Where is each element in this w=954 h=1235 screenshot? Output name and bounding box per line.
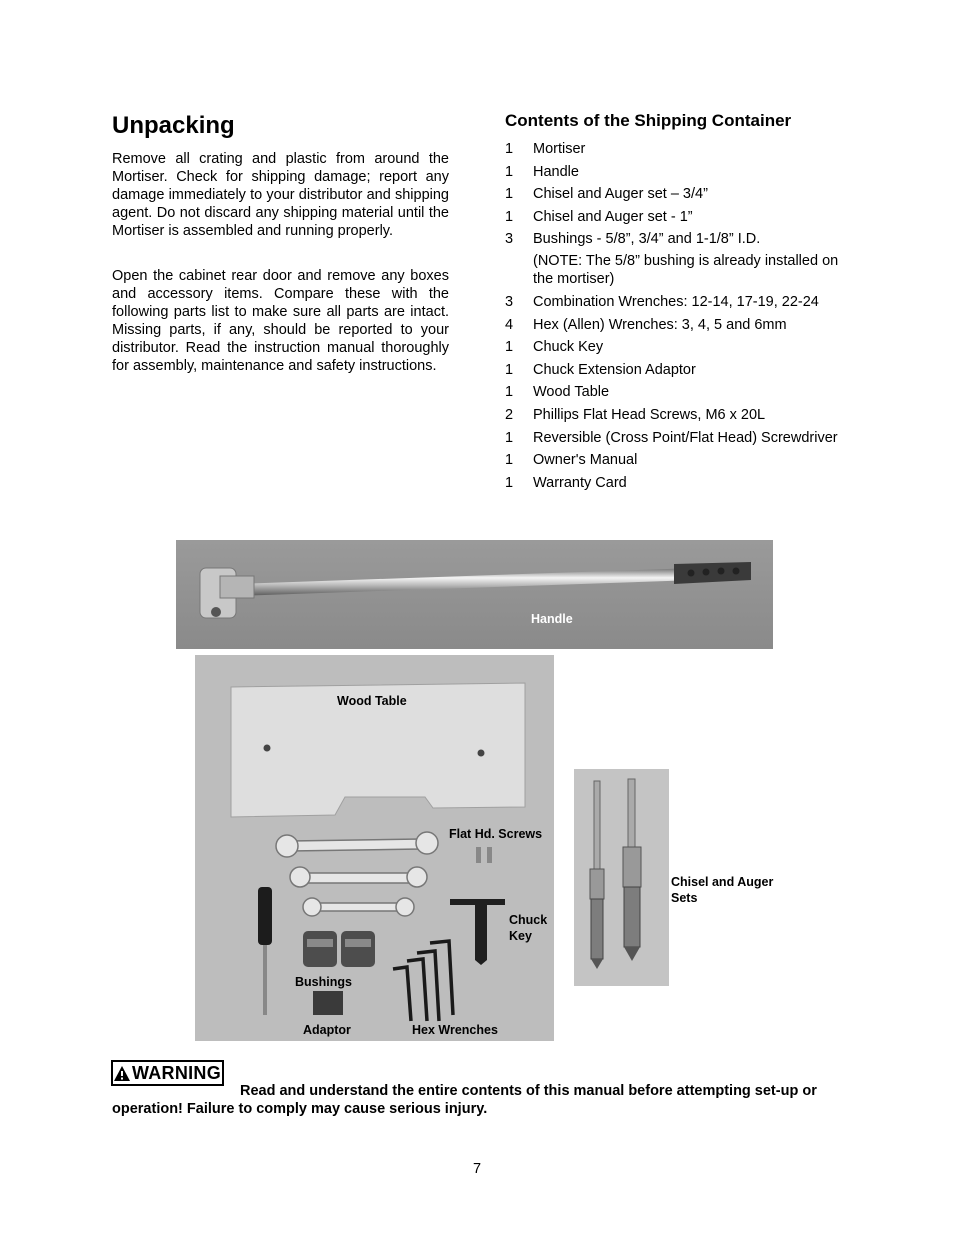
warning-label-text: WARNING xyxy=(131,1062,222,1083)
item-description-block xyxy=(533,140,850,158)
key-caption: Key xyxy=(509,929,532,943)
hex-wrenches-caption: Hex Wrenches xyxy=(412,1023,498,1037)
contents-list-item xyxy=(505,338,850,356)
item-quantity: 1 xyxy=(505,384,514,401)
contents-list-item xyxy=(505,451,850,469)
contents-list-item xyxy=(505,140,850,158)
item-quantity: 3 xyxy=(505,293,514,310)
item-description-block xyxy=(533,406,850,424)
item-description: Chuck Key xyxy=(533,339,604,356)
contents-list-item xyxy=(505,208,850,226)
contents-list-item xyxy=(505,316,850,334)
handle-photo xyxy=(176,540,773,649)
chisel-caption-line2: Sets xyxy=(671,891,698,905)
contents-list-item xyxy=(505,406,850,424)
chisel-auger-photo xyxy=(574,769,669,986)
item-description-block xyxy=(533,208,850,226)
section-heading-unpacking: Unpacking xyxy=(112,112,235,139)
item-description-block xyxy=(533,338,850,356)
item-note: (NOTE: The 5/8” bushing is already installed on the mortiser) xyxy=(533,253,839,288)
item-description: Chuck Extension Adaptor xyxy=(533,361,696,378)
item-description: Warranty Card xyxy=(533,474,627,491)
unpacking-paragraph-1: Remove all crating and plastic from around the Mortiser. Check for shipping damage; report any damage immediately to your distributor and shipping agent. Do not discard any shipping material until the Mortiser is assembled and running properly. xyxy=(112,151,449,239)
item-quantity: 1 xyxy=(505,163,514,180)
item-description-block xyxy=(533,293,850,311)
warning-triangle-icon xyxy=(114,1066,130,1081)
item-description: Handle xyxy=(533,163,579,180)
item-quantity: 1 xyxy=(505,361,514,378)
contents-list-item xyxy=(505,185,850,203)
item-quantity: 4 xyxy=(505,316,514,333)
chuck-caption: Chuck xyxy=(509,913,548,927)
contents-list-item xyxy=(505,383,850,401)
item-description: Mortiser xyxy=(533,141,586,157)
item-description-block xyxy=(533,163,850,181)
wood-table-caption: Wood Table xyxy=(337,694,407,708)
contents-list-item xyxy=(505,361,850,379)
item-description: Hex (Allen) Wrenches: 3, 4, 5 and 6mm xyxy=(533,316,787,333)
contents-list-item xyxy=(505,429,850,447)
contents-list-item xyxy=(505,163,850,181)
contents-list-item xyxy=(505,293,850,311)
item-description: Owner's Manual xyxy=(533,452,638,469)
item-description-block xyxy=(533,185,850,203)
item-description: Bushings - 5/8”, 3/4” and 1-1/8” I.D. xyxy=(533,231,761,248)
accessories-photo xyxy=(195,655,554,1041)
item-quantity: 1 xyxy=(505,141,514,157)
chisel-caption-line1: Chisel and Auger xyxy=(671,875,774,889)
item-quantity: 2 xyxy=(505,406,514,423)
item-description: Phillips Flat Head Screws, M6 x 20L xyxy=(533,406,766,423)
contents-heading: Contents of the Shipping Container xyxy=(505,111,792,130)
item-quantity: 1 xyxy=(505,452,514,469)
item-description-block xyxy=(533,316,850,334)
unpacking-paragraph-2: Open the cabinet rear door and remove any boxes and accessory items. Compare these with the following parts list to make sure all parts are intact. Missing parts, if any, should be reported to your distributor. Read the instruction manual thoroughly for assembly, maintenance and safety instructions. xyxy=(112,268,449,374)
adaptor-caption: Adaptor xyxy=(303,1023,351,1037)
item-description: Reversible (Cross Point/Flat Head) Screwdriver xyxy=(533,429,838,446)
item-quantity: 3 xyxy=(505,231,514,248)
item-description: Combination Wrenches: 12-14, 17-19, 22-24 xyxy=(533,293,819,310)
item-quantity: 1 xyxy=(505,429,514,446)
item-description-block xyxy=(533,429,850,447)
contents-list xyxy=(505,140,850,496)
page-number: 7 xyxy=(472,1161,482,1177)
contents-list-item xyxy=(505,474,850,492)
contents-list-item xyxy=(505,230,850,288)
item-quantity: 1 xyxy=(505,186,514,203)
item-description-block xyxy=(533,474,850,492)
item-description-block xyxy=(533,230,850,288)
item-description: Wood Table xyxy=(533,384,610,401)
item-quantity: 1 xyxy=(505,339,514,356)
item-description-block xyxy=(533,361,850,379)
handle-caption: Handle xyxy=(531,612,573,626)
item-description: Chisel and Auger set - 1” xyxy=(533,208,693,225)
item-quantity: 1 xyxy=(505,208,514,225)
flat-hd-screws-caption: Flat Hd. Screws xyxy=(449,827,543,841)
item-description: Chisel and Auger set – 3/4” xyxy=(533,186,708,203)
warning-text: Read and understand the entire contents of this manual before attempting set-up or operation! Failure to comply may cause serious injury. xyxy=(112,1083,817,1117)
item-quantity: 1 xyxy=(505,474,514,491)
item-description-block xyxy=(533,451,850,469)
bushings-caption: Bushings xyxy=(295,975,352,989)
item-description-block xyxy=(533,383,850,401)
